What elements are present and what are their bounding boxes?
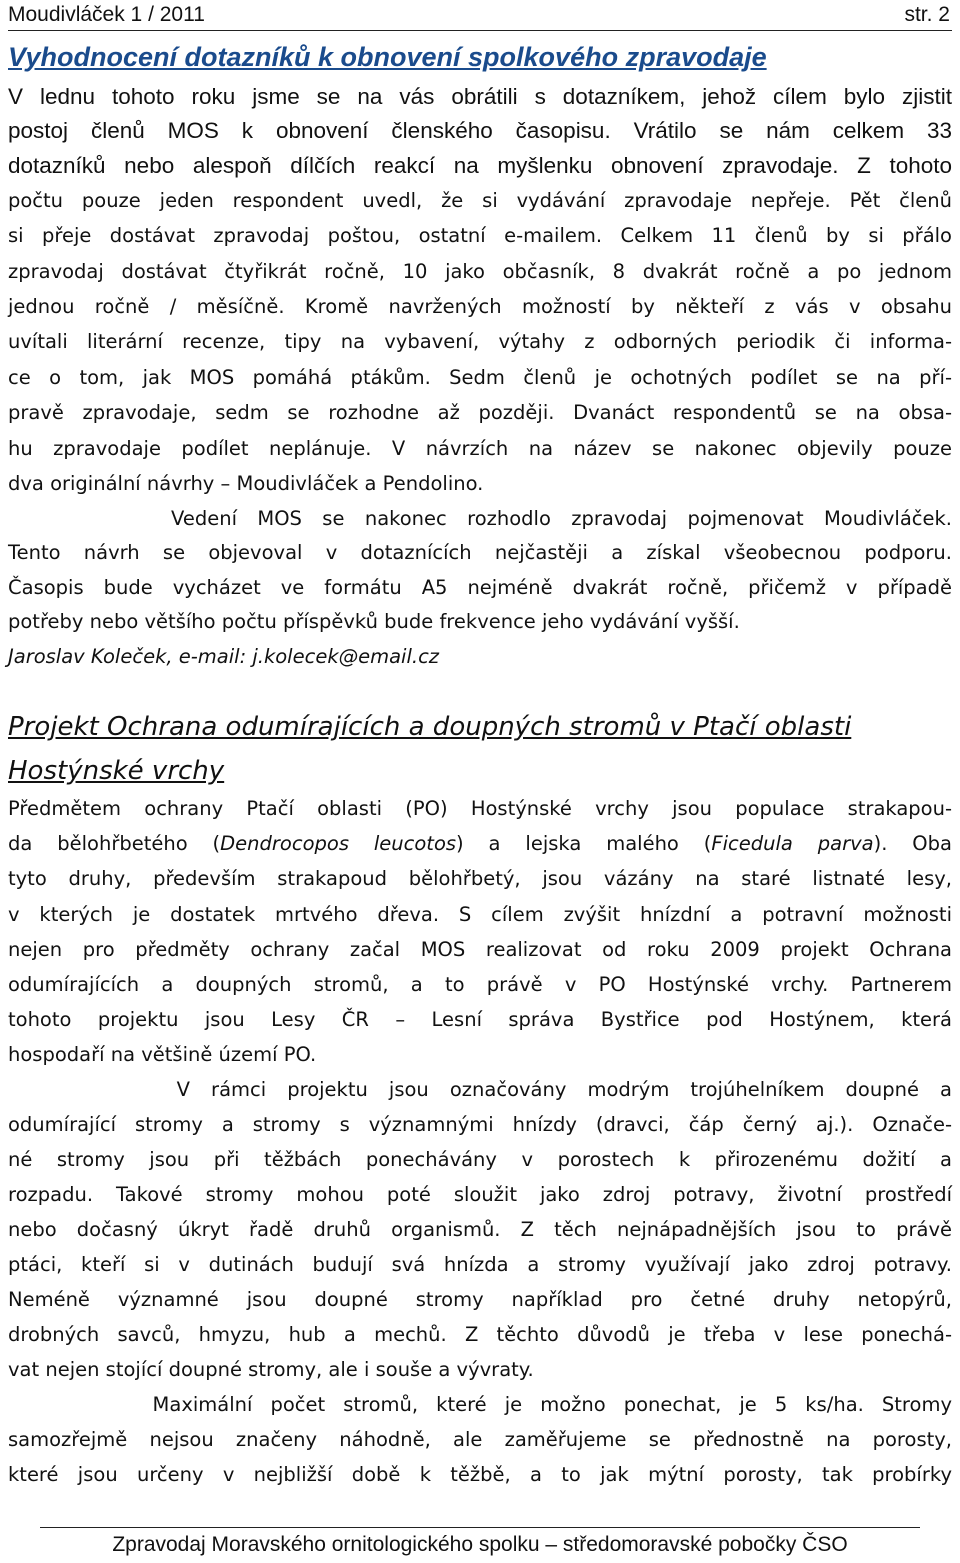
article1-line: uvítali literární recenze, tipy na vybavení, výtahy z odborných periodik či informa- — [8, 330, 952, 353]
article1-title: Vyhodnocení dotazníků k obnovení spolkového zpravodaje — [8, 42, 767, 72]
article2-line: Maximální počet stromů, které je možno ponechat, je 5 ks/ha. Stromy — [8, 1393, 952, 1416]
article2-line: hospodaří na většině území PO. — [8, 1043, 317, 1066]
article2-line: které jsou určeny v nejbližší době k těžbě, a to jak mýtní porosty, tak probírky — [8, 1463, 952, 1486]
page-header — [8, 0, 952, 31]
article2-line: samozřejmě nejsou značeny náhodně, ale zaměřujeme se přednostně na porosty, — [8, 1428, 952, 1451]
article2-title-line1: Projekt Ochrana odumírajících a doupných stromů v Ptačí oblasti — [8, 712, 852, 742]
article2-line: rozpadu. Takové stromy mohou poté sloužit jako zdroj potravy, životní prostředí — [8, 1183, 952, 1206]
article2-line: v kterých je dostatek mrtvého dřeva. S cílem zvýšit hnízdní a potravní možnosti — [8, 903, 952, 926]
article1-line: potřeby nebo většího počtu příspěvků bude frekvence jeho vydávání vyšší. — [8, 610, 740, 633]
article2-line: Neméně významné jsou doupné stromy například pro četné druhy netopýrů, — [8, 1288, 952, 1311]
article2-line: tyto druhy, především strakapoud bělohřbetý, jsou vázány na staré listnaté lesy, — [8, 867, 952, 890]
article2-line: drobných savců, hmyzu, hub a mechů. Z těchto důvodů je třeba v lese ponechá- — [8, 1323, 952, 1346]
article2-line: tohoto projektu jsou Lesy ČR – Lesní správa Bystřice pod Hostýnem, která — [8, 1008, 952, 1031]
article2-title-line2: Hostýnské vrchy — [8, 756, 225, 786]
article2-line: ptáci, kteří si v dutinách budují svá hnízda a stromy využívají jako zdroj potravy. — [8, 1253, 952, 1276]
article1-line: V lednu tohoto roku jsme se na vás obrátili s dotazníkem, jehož cílem bylo zjistit — [8, 84, 952, 109]
article1-line: postoj členů MOS k obnovení členského časopisu. Vrátilo se nám celkem 33 — [8, 118, 952, 143]
article2-line: nejen pro předměty ochrany začal MOS realizovat od roku 2009 projekt Ochrana — [8, 938, 952, 961]
footer-divider — [40, 1527, 920, 1528]
article1-line: počtu pouze jeden respondent uvedl, že si vydávání zpravodaje nepřeje. Pět členů — [8, 189, 952, 212]
article1-line: Tento návrh se objevoval v dotaznících nejčastěji a získal všeobecnou podporu. — [8, 541, 952, 564]
page-number: str. 2 — [904, 3, 950, 26]
article1-line: hu zpravodaje podílet neplánuje. V návrzích na název se nakonec objevily pouze — [8, 437, 952, 460]
article1-line: jednou ročně / měsíčně. Kromě navržených možností by někteří z vás v obsahu — [8, 295, 952, 318]
article2-line: odumírající stromy a stromy s významnými hnízdy (dravci, čáp černý aj.). Označe- — [8, 1113, 952, 1136]
article1-line: pravě zpravodaje, sedm se rozhodne až později. Dvanáct respondentů se na obsa- — [8, 401, 952, 424]
article1-line: zpravodaj dostávat čtyřikrát ročně, 10 jako občasník, 8 dvakrát ročně a po jednom — [8, 260, 952, 283]
article2-line: V rámci projektu jsou označovány modrým trojúhelníkem doupné a — [8, 1078, 952, 1101]
article2-line: da bělohřbetého (Dendrocopos leucotos) a lejska malého (Ficedula parva). Oba — [8, 832, 952, 855]
article1-line: dva originální návrhy – Moudivláček a Pendolino. — [8, 472, 484, 495]
page-footer: Zpravodaj Moravského ornitologického spolku – středomoravské pobočky ČSO — [112, 1533, 848, 1556]
article2-line: né stromy jsou při těžbách ponechávány v porostech k přirozenému dožití a — [8, 1148, 952, 1171]
article2-line: nebo dočasný úkryt řadě druhů organismů. Z těch nejnápadnějších jsou to právě — [8, 1218, 952, 1241]
article2-line: vat nejen stojící doupné stromy, ale i souše a vývraty. — [8, 1358, 534, 1381]
article1-line: Vedení MOS se nakonec rozhodlo zpravodaj pojmenovat Moudivláček. — [8, 507, 952, 530]
article2-line: odumírajících a doupných stromů, a to právě v PO Hostýnské vrchy. Partnerem — [8, 973, 952, 996]
article1-line: Časopis bude vycházet ve formátu A5 nejméně dvakrát ročně, přičemž v případě — [8, 576, 952, 599]
article2-line: Předmětem ochrany Ptačí oblasti (PO) Hostýnské vrchy jsou populace strakapou- — [8, 797, 952, 820]
issue-label: Moudivláček 1 / 2011 — [8, 3, 205, 26]
article1-signature: Jaroslav Koleček, e-mail: j.kolecek@email.cz — [8, 645, 440, 668]
article1-line: si přeje dostávat zpravodaj poštou, ostatní e-mailem. Celkem 11 členů by si přálo — [8, 224, 952, 247]
article1-line: dotazníků nebo alespoň dílčích reakcí na myšlenku obnovení zpravodaje. Z tohoto — [8, 153, 952, 178]
article1-line: ce o tom, jak MOS pomáhá ptákům. Sedm členů je ochotných podílet se na pří- — [8, 366, 952, 389]
